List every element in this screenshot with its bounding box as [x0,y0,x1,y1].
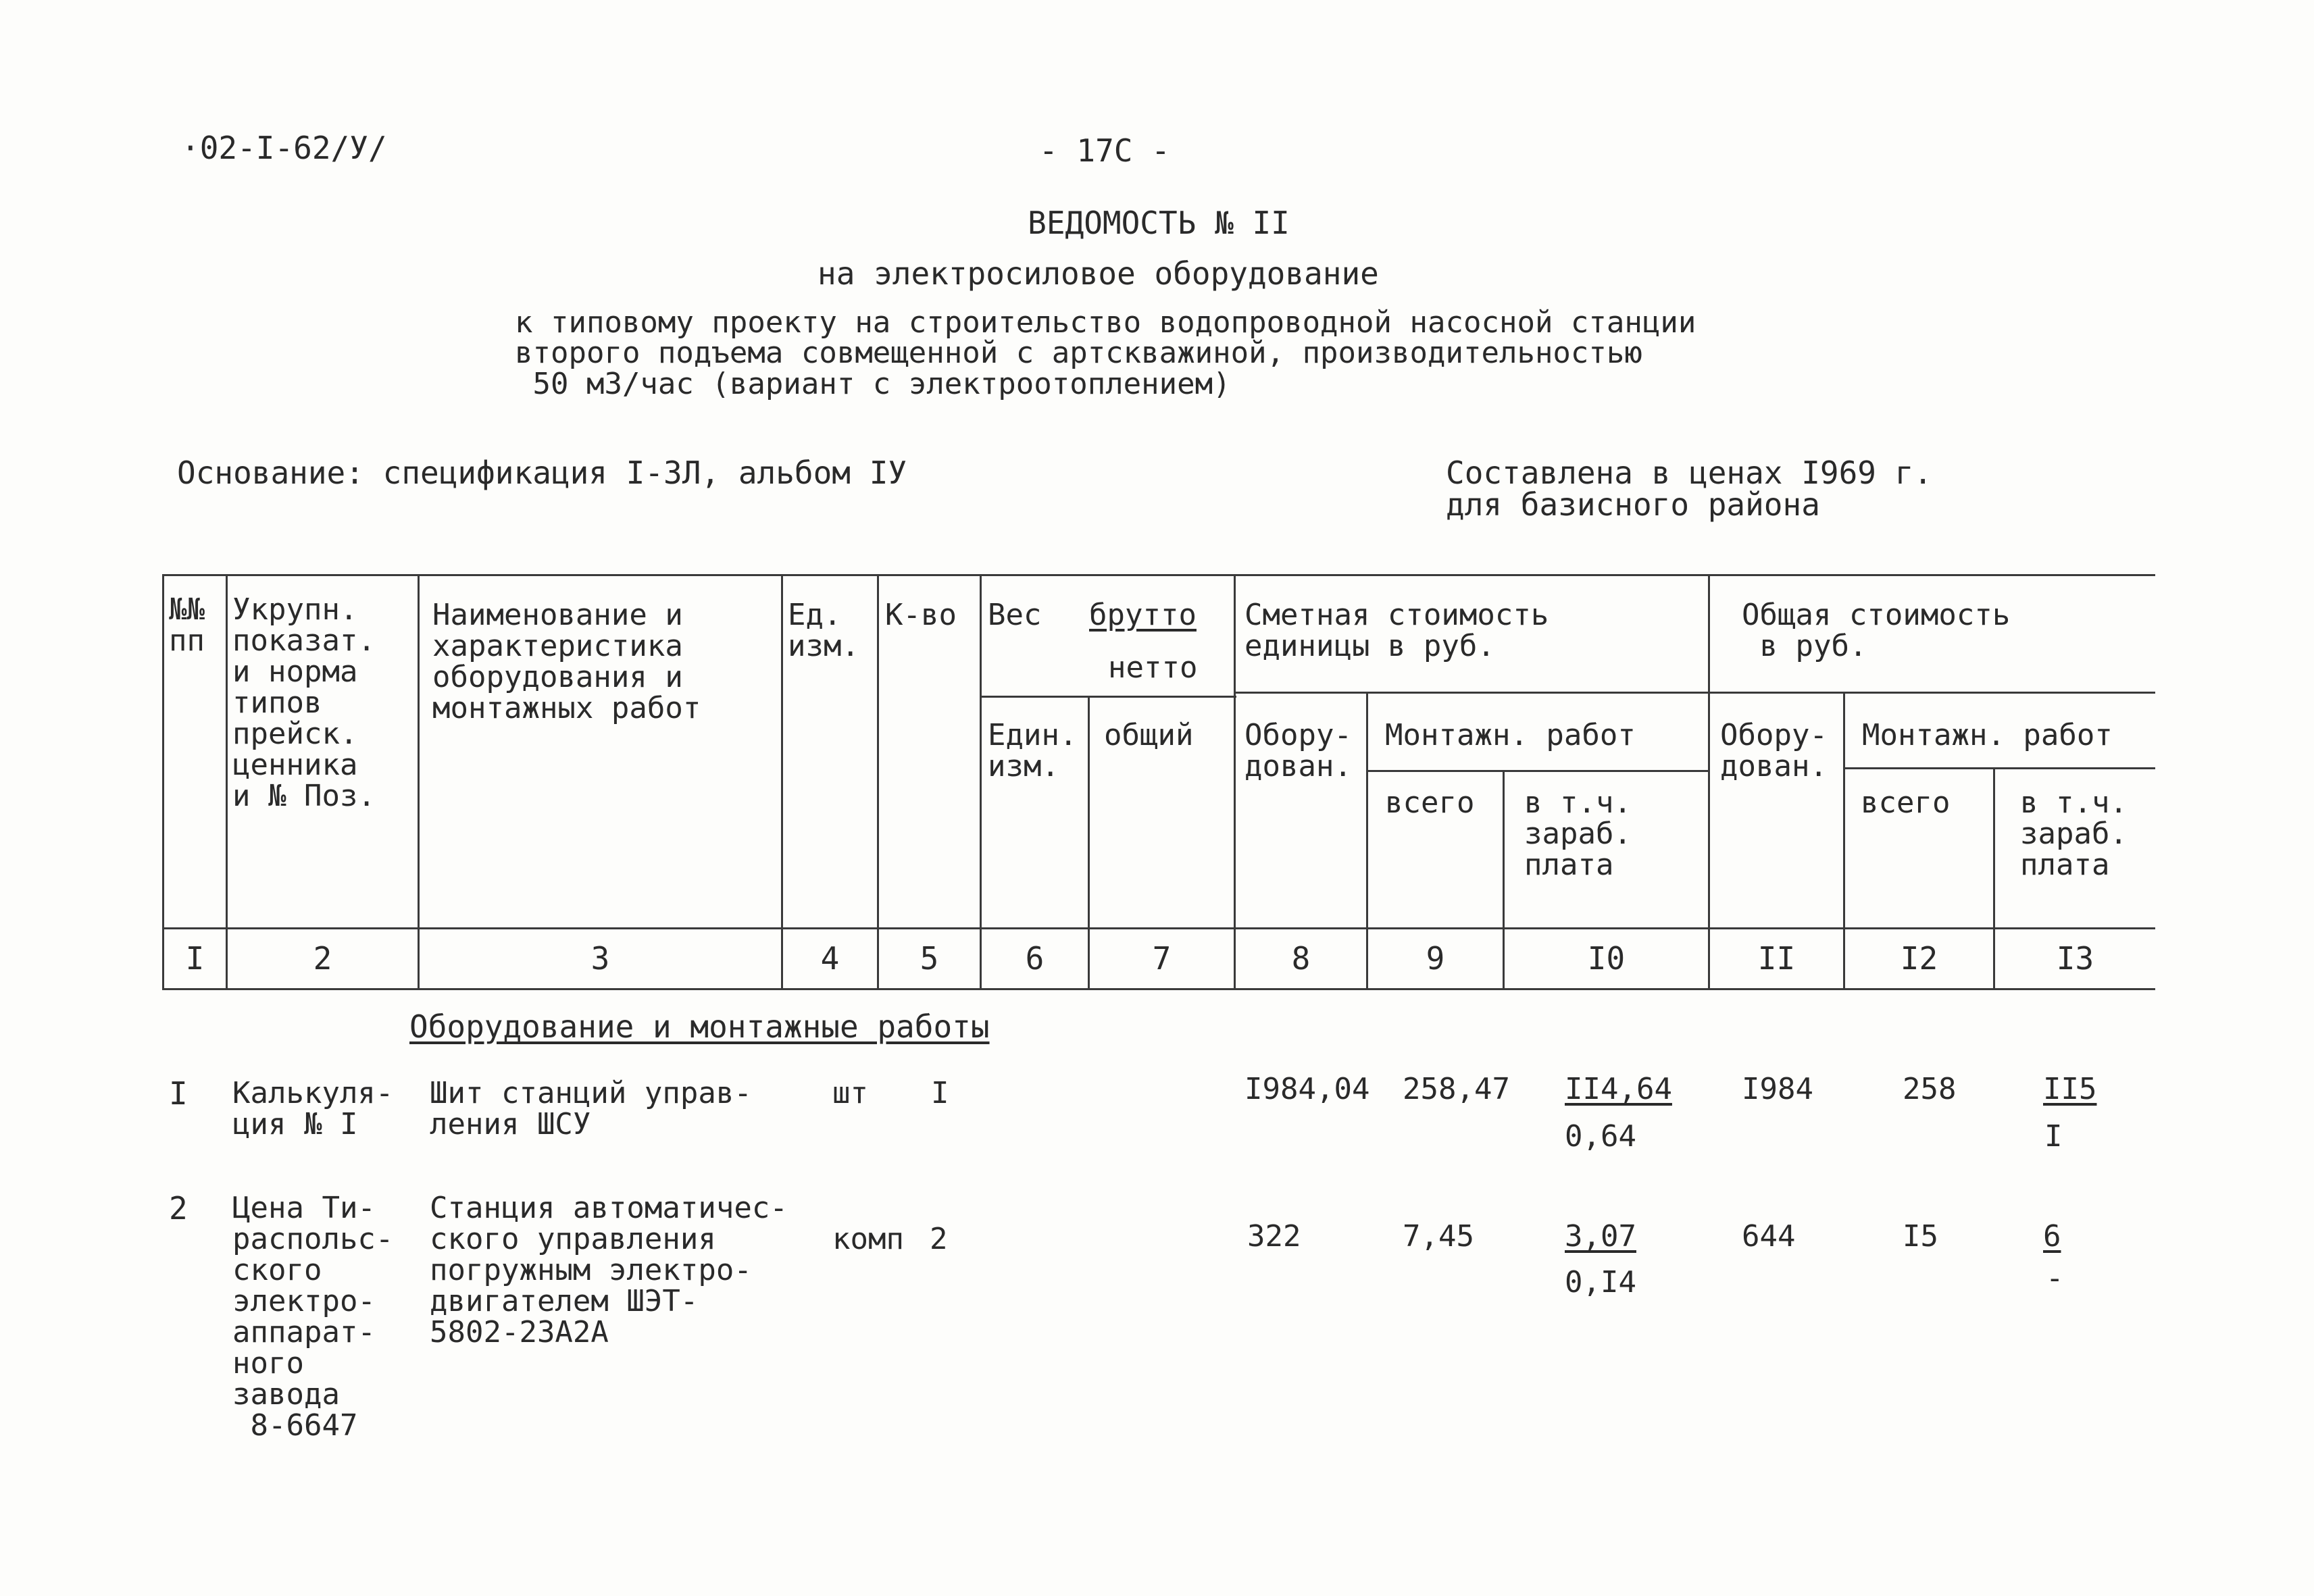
grid-col-1 [226,574,228,990]
row-mount-total: 258 [1903,1072,1957,1106]
row-salary-total-sub: - [2046,1261,2064,1295]
header-weight-unit: Един. изм. [988,718,1078,783]
row-salary-unit-sub: 0,I4 [1565,1265,1636,1299]
header-total-mount-salary: в т.ч. зараб. плата [2020,786,2128,882]
col-number-6: 6 [1025,940,1045,977]
row-mount-total: I5 [1903,1219,1938,1254]
prices-line-2: для базисного района [1446,486,1820,523]
col-number-7: 7 [1152,940,1172,977]
grid-col-2 [418,574,420,990]
header-total-mount-total: всего [1861,786,1951,820]
row-salary-unit-sub: 0,64 [1565,1119,1636,1154]
col-number-5: 5 [920,940,939,977]
grid-line-weight-sub [980,696,1236,698]
header-basis: Укрупн. показат. и норма типов прейск. ценника и № Поз. [232,592,376,813]
row-quantity: I [931,1076,949,1110]
row-quantity: 2 [930,1222,948,1256]
grid-col-4 [877,574,879,990]
header-total-equipment: Обору- дован. [1720,718,1828,783]
header-unit-mount-total: всего [1385,786,1475,820]
header-row-number: №№ пп [169,592,205,658]
col-number-4: 4 [820,940,840,977]
row-equip-unit: 322 [1247,1219,1301,1254]
row-salary-total: 6 [2043,1219,2061,1254]
grid-line-top [162,574,2155,576]
grid-line-cost-sub [1234,692,2155,694]
header-unit-cost: Сметная стоимость единицы в руб. [1244,598,1549,663]
description-line-3: 50 м3/час (вариант с электроотоплением) [515,367,1231,401]
col-number-9: 9 [1426,940,1445,977]
grid-line-mount-total-sub [1843,767,2155,769]
grid-line-mount-unit-sub [1366,770,1708,772]
row-unit: шт [832,1076,868,1110]
col-number-10: I0 [1587,940,1626,977]
grid-col-0 [162,574,164,990]
header-unit-equipment: Обору- дован. [1244,718,1352,783]
document-code: ·02-I-62/У/ [181,130,387,166]
header-total-cost: Общая стоимость в руб. [1742,598,2011,663]
document-subtitle: на электросиловое оборудование [818,255,1379,292]
grid-col-10 [1708,574,1710,990]
header-weight-brutto: брутто [1089,598,1197,632]
grid-col-3 [781,574,783,990]
row-salary-total: II5 [2043,1072,2097,1106]
header-weight-netto: нетто [1108,650,1198,685]
row-equip-total: 644 [1742,1219,1796,1254]
col-number-13: I3 [2056,940,2094,977]
row-name: Шит станций управ- ления ШСУ [430,1076,752,1141]
row-mount-unit: 258,47 [1403,1072,1510,1106]
row-salary-unit: 3,07 [1565,1219,1636,1254]
grid-line-header-bottom [162,927,2155,929]
grid-col-7 [1234,574,1236,990]
section-title: Оборудование и монтажные работы [409,1008,990,1045]
header-unit-mount-salary: в т.ч. зараб. плата [1524,786,1632,882]
col-number-2: 2 [313,940,332,977]
header-unit-mounting: Монтажн. работ [1385,718,1636,752]
col-number-8: 8 [1291,940,1311,977]
col-number-11: II [1757,940,1796,977]
row-salary-total-sub: I [2044,1119,2063,1154]
header-unit: Ед. изм. [788,598,859,663]
grid-col-5 [980,574,982,990]
row-number: I [169,1075,188,1112]
row-equip-total: I984 [1742,1072,1813,1106]
col-number-12: I2 [1900,940,1938,977]
row-basis: Калькуля- ция № I [232,1076,394,1141]
grid-line-numbers-bottom [162,988,2155,990]
header-weight-total: общий [1104,718,1194,752]
description-line-2: второго подъема совмещенной с артскважиной, производительностью [515,336,1642,370]
row-equip-unit: I984,04 [1244,1072,1370,1106]
header-weight: Вес [988,598,1042,632]
col-number-3: 3 [590,940,610,977]
page-number: - 17С - [1039,132,1170,169]
row-mount-unit: 7,45 [1403,1219,1474,1254]
row-basis: Цена Ти- распольс- ского электро- аппарат- ного завода 8-6647 [232,1191,394,1443]
row-unit: комп [832,1222,904,1256]
header-name: Наименование и характеристика оборудования и монтажных работ [432,598,701,725]
document-title: ВЕДОМОСТЬ № II [1028,205,1290,241]
row-number: 2 [169,1190,188,1227]
description-line-1: к типовому проекту на строительство водопроводной насосной станции [515,305,1696,340]
col-number-1: I [185,940,205,977]
basis-line: Основание: спецификация I-ЗЛ, альбом IУ [177,455,907,491]
prices-line-1: Составлена в ценах I969 г. [1446,455,1933,491]
row-name: Станция автоматичес- ского управления погружным электро- двигателем ШЭТ- 5802-23А2А [430,1191,788,1349]
header-total-mounting: Монтажн. работ [1862,718,2113,752]
row-salary-unit: II4,64 [1565,1072,1672,1106]
header-quantity: К-во [885,598,957,632]
